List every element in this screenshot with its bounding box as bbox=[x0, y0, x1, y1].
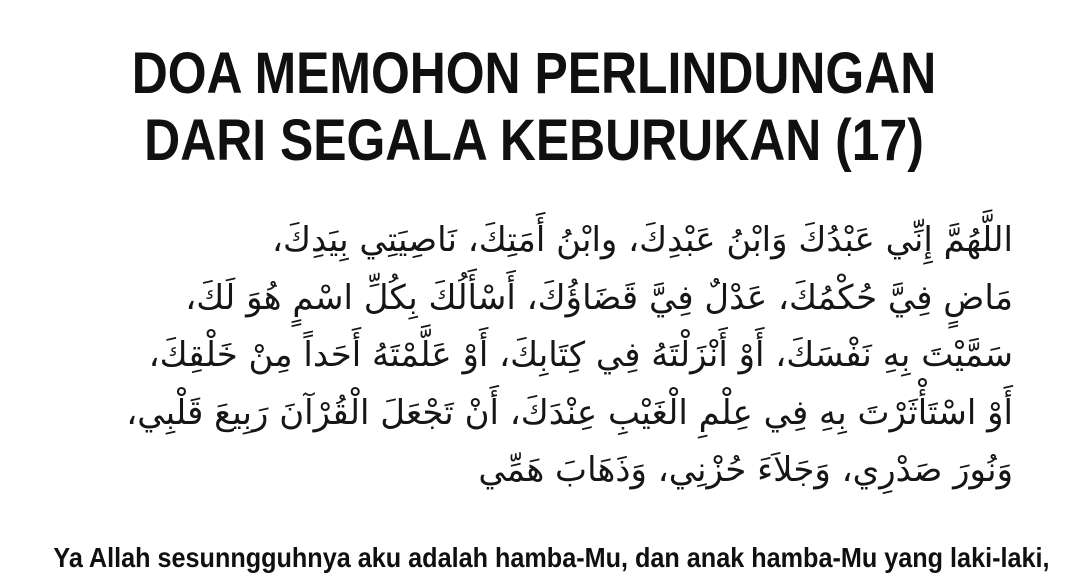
translation-line-1: Ya Allah sesunngguhnya aku adalah hamba-Mu, dan anak hamba-Mu yang laki-laki, bbox=[53, 542, 1050, 573]
title-line-2: DARI SEGALA KEBURUKAN (17) bbox=[144, 108, 924, 173]
arabic-prayer-text bbox=[0, 212, 1068, 500]
arabic-line-2: مَاضٍ فِيَّ حُكْمُكَ، عَدْلٌ فِيَّ قَضَاؤُكَ، أَسْأَلُكَ بِكُلِّ اسْمٍ هُوَ لَكَ، bbox=[185, 277, 1013, 318]
arabic-line-4: أَوْ اسْتَأْثَرْتَ بِهِ فِي عِلْمِ الْغَيْبِ عِنْدَكَ، أَنْ تَجْعَلَ الْقُرْآنَ رَبِيعَ قَلْبِي، bbox=[126, 392, 1013, 433]
arabic-line-3: سَمَّيْتَ بِهِ نَفْسَكَ، أَوْ أَنْزَلْتَهُ فِي كِتَابِكَ، أَوْ عَلَّمْتَهُ أَحَداً مِنْ خَلْقِكَ، bbox=[148, 335, 1013, 375]
arabic-line-1: اللَّهُمَّ إِنِّي عَبْدُكَ وَابْنُ عَبْدِكَ، وابْنُ أَمَتِكَ، نَاصِيَتِي بِيَدِكَ، bbox=[272, 220, 1013, 260]
title-line-1: DOA MEMOHON PERLINDUNGAN bbox=[131, 41, 937, 106]
arabic-line-5: وَنُورَ صَدْرِي، وَجَلاَءَ حُزْنِي، وَذَهَابَ هَمِّي bbox=[478, 450, 1013, 490]
indonesian-translation bbox=[53, 541, 1050, 575]
page-title bbox=[75, 40, 993, 174]
